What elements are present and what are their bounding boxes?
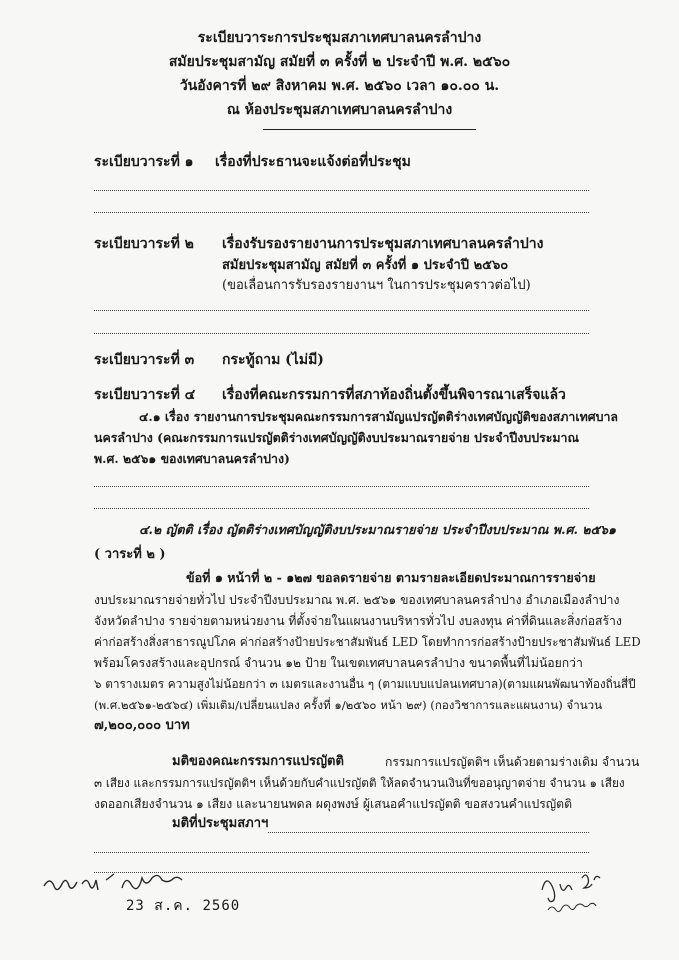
handwritten-signature-right xyxy=(538,870,618,910)
header-venue: ณ ห้องประชุมสภาเทศบาลนครลำปาง xyxy=(226,102,453,118)
agenda-4-item-2: ๔.๒ ญัตติ เรื่อง ญัตติร่างเทศบัญญัติงบประมาณรายจ่าย ประจำปีงบประมาณ พ.ศ. ๒๕๖๑ xyxy=(139,522,617,537)
clause-line: ๖ ตารางเมตร ความสูงไม่น้อยกว่า ๓ เมตรและงานอื่น ๆ (ตามแบบแปลนเทศบาล)(ตามแผนพัฒนาท้องถิ่นสี่ปี xyxy=(94,677,636,691)
agenda-2-subtitle: สมัยประชุมสามัญ สมัยที่ ๓ ครั้งที่ ๑ ประจำปี ๒๕๖๐ xyxy=(222,258,509,273)
agenda-4-item-1-line-1: ๔.๑ เรื่อง รายงานการประชุมคณะกรรมการสามัญแปรญัตติร่างเทศบัญญัติของสภาเทศบาล xyxy=(139,409,619,424)
clause-line: (พ.ศ.๒๕๖๑-๒๕๖๔) เพิ่มเติม/เปลี่ยนแปลง ครั้งที่ ๑/๒๕๖๐ หน้า ๒๙) (กองวิชาการและแผนงาน) จำนวน xyxy=(94,698,603,712)
clause-line: งบประมาณรายจ่ายทั่วไป ประจำปีงบประมาณ พ.ศ. ๒๕๖๑ ของเทศบาลนครลำปาง อำเภอเมืองลำปาง xyxy=(94,593,620,607)
clause-amount: ๗,๒๐๐,๐๐๐ บาท xyxy=(94,718,190,733)
committee-line-2: ๓ เสียง และกรรมการแปรญัตติฯ เห็นด้วยกับคำแปรญัตติ ให้ลดจำนวนเงินที่ขออนุญาตจ่าย จำนวน ๑ เสียง xyxy=(94,776,625,790)
blank-line xyxy=(94,486,589,487)
blank-line xyxy=(94,212,589,213)
blank-line xyxy=(94,310,589,311)
blank-line xyxy=(94,852,589,853)
agenda-1-title: เรื่องที่ประธานจะแจ้งต่อที่ประชุม xyxy=(215,154,411,170)
agenda-1-label: ระเบียบวาระที่ ๑ xyxy=(94,154,194,170)
agenda-4-sub-agenda: ( วาระที่ ๒ ) xyxy=(94,547,166,562)
agenda-4-label: ระเบียบวาระที่ ๔ xyxy=(94,387,196,403)
committee-line-3: งดออกเสียงจำนวน ๑ เสียง และนายนพดล ผดุงพงษ์ ผู้เสนอคำแปรญัตติ ขอสงวนคำแปรญัตติ xyxy=(94,797,573,811)
clause-line: พร้อมโครงสร้างและอุปกรณ์ จำนวน ๑๒ ป้าย ในเขตเทศบาลนครลำปาง ขนาดพื้นที่ไม่น้อยกว่า xyxy=(94,656,583,670)
blank-line xyxy=(94,333,589,334)
committee-label: มติของคณะกรรมการแปรญัตติ xyxy=(172,754,344,769)
agenda-3-label: ระเบียบวาระที่ ๓ xyxy=(94,352,195,368)
clause-line: ค่าก่อสร้างสิ่งสาธารณูปโภค ค่าก่อสร้างป้ายประชาสัมพันธ์ LED โดยทำการก่อสร้างป้ายประชาสัมพันธ์ LED xyxy=(94,635,641,649)
agenda-2-title: เรื่องรับรองรายงานการประชุมสภาเทศบาลนครลำปาง xyxy=(222,236,544,252)
clause-head: ข้อที่ ๑ หน้าที่ ๒ - ๑๒๗ ขอลดรายจ่าย ตามรายละเอียดประมาณการรายจ่าย xyxy=(186,570,596,585)
blank-line xyxy=(94,190,589,191)
header-title: ระเบียบวาระการประชุมสภาเทศบาลนครลำปาง xyxy=(197,30,482,46)
header-date-time: วันอังคารที่ ๒๙ สิงหาคม พ.ศ. ๒๕๖๐ เวลา ๑๐.๐๐ น. xyxy=(179,78,500,94)
agenda-4-title: เรื่องที่คณะกรรมการที่สภาท้องถิ่นตั้งขึ้นพิจารณาเสร็จแล้ว xyxy=(222,387,566,403)
agenda-3-title: กระทู้ถาม (ไม่มี) xyxy=(222,352,324,368)
agenda-4-item-1-line-3: พ.ศ. ๒๕๖๑ ของเทศบาลนครลำปาง) xyxy=(94,451,290,466)
blank-line xyxy=(94,508,589,509)
agenda-4-item-1-line-2: นครลำปาง (คณะกรรมการแปรญัตติร่างเทศบัญญัติงบประมาณรายจ่าย ประจำปีงบประมาณ xyxy=(94,430,580,445)
header-session: สมัยประชุมสามัญ สมัยที่ ๓ ครั้งที่ ๒ ประจำปี พ.ศ. ๒๕๖๐ xyxy=(168,54,511,70)
agenda-2-note: (ขอเลื่อนการรับรองรายงานฯ ในการประชุมคราวต่อไป) xyxy=(222,278,531,293)
committee-line-1: กรรมการแปรญัตติฯ เห็นด้วยตามร่างเดิม จำนวน xyxy=(385,755,640,769)
blank-line xyxy=(268,832,589,833)
council-label: มติที่ประชุมสภาฯ xyxy=(172,816,269,831)
date-stamp: 23 ส.ค. 2560 xyxy=(126,898,241,914)
clause-line: จังหวัดลำปาง รายจ่ายตามหน่วยงาน ที่ตั้งจ่ายในแผนงานบริหารทั่วไป งบลงทุน ค่าที่ดินและสิ่งก่อสร้าง xyxy=(94,614,622,628)
header-rule xyxy=(263,129,476,130)
agenda-2-label: ระเบียบวาระที่ ๒ xyxy=(94,236,194,252)
